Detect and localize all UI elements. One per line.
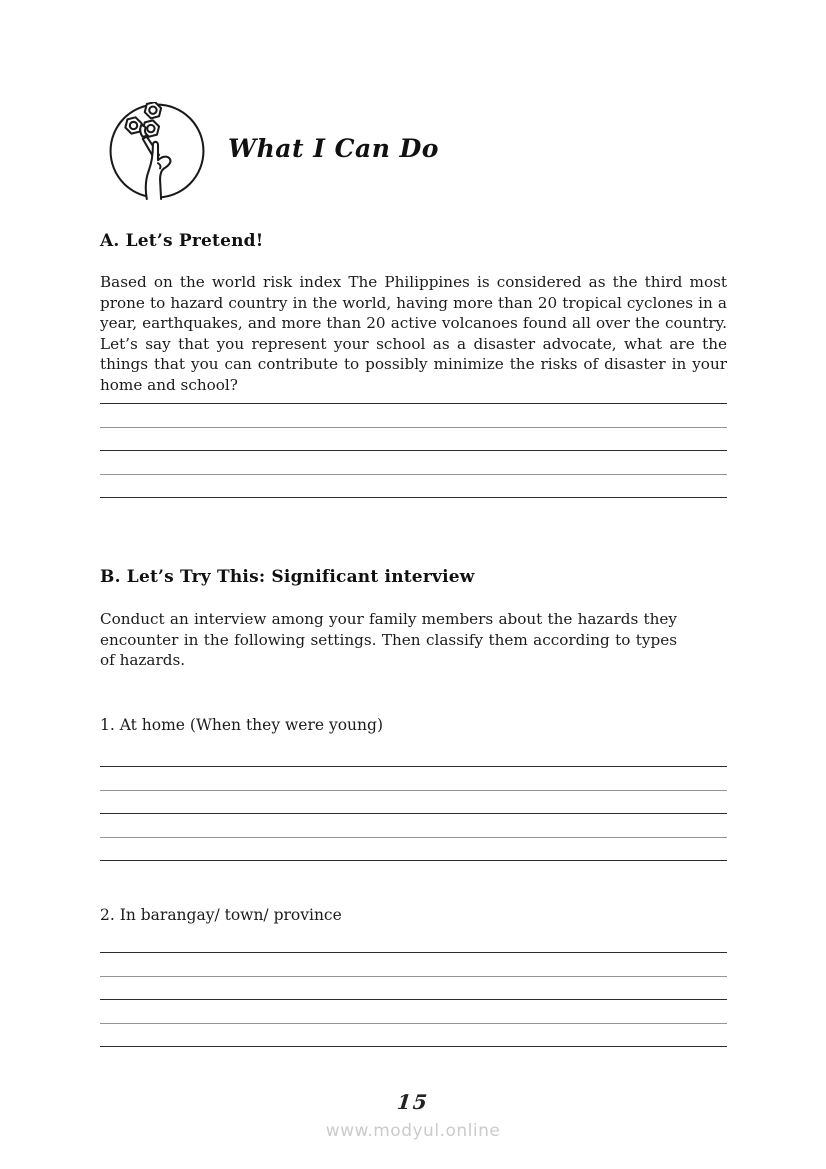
item-1-answer-lines — [100, 744, 727, 861]
item-2-answer-lines — [100, 930, 727, 1047]
section-a-heading: A. Let’s Pretend! — [100, 231, 264, 251]
answer-line[interactable] — [100, 475, 727, 498]
hand-holding-wrench-with-nuts-icon — [108, 102, 206, 200]
answer-line[interactable] — [100, 791, 727, 814]
page-number: 15 — [395, 1090, 431, 1114]
section-a-answer-lines — [100, 381, 727, 498]
answer-line[interactable] — [100, 814, 727, 837]
interview-item-1-label: 1. At home (When they were young) — [100, 716, 383, 734]
answer-line[interactable] — [100, 1024, 727, 1047]
section-b-heading: B. Let’s Try This: Significant interview — [100, 567, 475, 587]
answer-line[interactable] — [100, 744, 727, 767]
what-i-can-do-icon-svg — [108, 102, 206, 200]
answer-line[interactable] — [100, 838, 727, 861]
answer-line[interactable] — [100, 767, 727, 790]
answer-line[interactable] — [100, 381, 727, 404]
answer-line[interactable] — [100, 428, 727, 451]
answer-line[interactable] — [100, 930, 727, 953]
answer-line[interactable] — [100, 1000, 727, 1023]
answer-line[interactable] — [100, 977, 727, 1000]
watermark-text: www.modyul.online — [325, 1121, 501, 1141]
page-title: What I Can Do — [228, 134, 439, 163]
section-a-paragraph: Based on the world risk index The Philippines is considered as the third most prone to hazard country in the world, having more than 20 tropical cyclones in a year, earthquakes, and more than 20 active volcanoes found all over the country. Let’s say that you represent your school as a disaster advocate, what are the things that you can contribute to possibly minimize the risks of disaster in your home and school? — [100, 273, 727, 394]
section-b-paragraph: Conduct an interview among your family members about the hazards they encounter in the following settings. Then classify them according to types of hazards. — [100, 610, 677, 670]
interview-item-2-label: 2. In barangay/ town/ province — [100, 906, 342, 924]
answer-line[interactable] — [100, 953, 727, 976]
answer-line[interactable] — [100, 451, 727, 474]
answer-line[interactable] — [100, 404, 727, 427]
